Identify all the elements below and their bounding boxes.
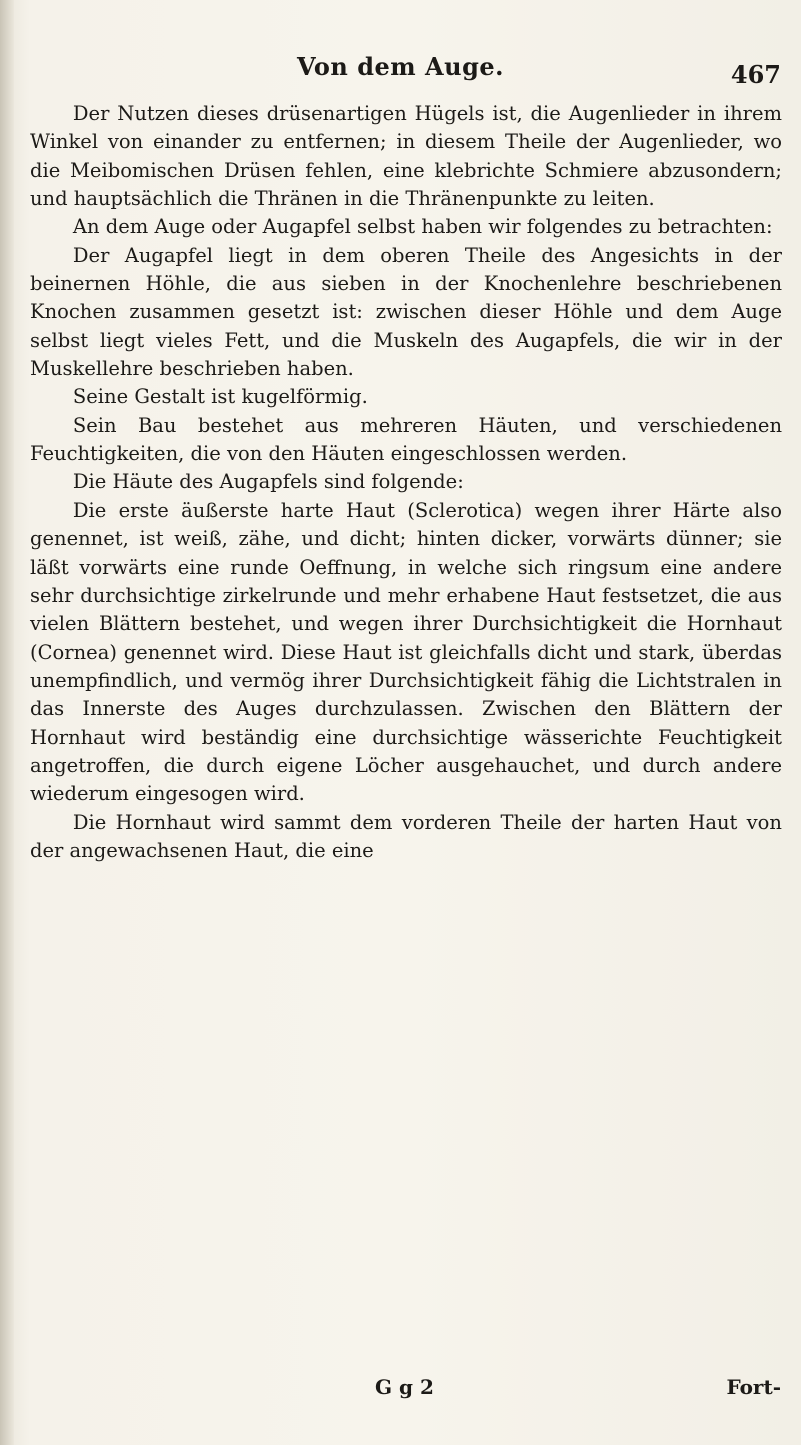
page-number: 467: [730, 60, 781, 89]
catchword: Fort-: [726, 1375, 781, 1399]
page-header: [0, 52, 801, 92]
page-gutter: [0, 0, 14, 1445]
paragraph: Seine Gestalt ist kugelförmig.: [72, 385, 368, 409]
running-head: Von dem Auge.: [296, 52, 504, 81]
paragraph: Die Hornhaut wird sammt dem vorderen Theile der harten Haut von der angewachsenen Haut, die eine: [30, 810, 782, 862]
paragraph: Sein Bau bestehet aus mehreren Häuten, und verschiedenen Feuchtigkeiten, die von den Häuten eingeschlossen werden.: [30, 413, 782, 466]
paragraph: Die erste äußerste harte Haut (Sclerotica) wegen ihrer Härte also genennet, ist weiß, zähe, und dicht; hinten dicker, vorwärts dünner; sie läßt vorwärts eine runde Oeffnung, in welche sich ringsum eine andere sehr durchsichtige zirkelrunde und mehr erhabene Haut festsetzet, die aus vielen Blättern bestehet, und wegen ihrer Durchsichtigkeit die Hornhaut (Cornea) genennet wird. Diese Haut ist gleichfalls dicht und stark, überdas unempfindlich, und vermög ihrer Durchsichtigkeit fähig die Lichtstralen in das Innerste des Auges durchzulassen. Zwischen den Blättern der Hornhaut wird beständig eine durchsichtige wässerichte Feuchtigkeit angetroffen, die durch eigene Löcher ausgehauchet, und durch andere wiederum eingesogen wird.: [30, 498, 782, 806]
paragraph: An dem Auge oder Augapfel selbst haben wir folgendes zu betrachten:: [72, 215, 773, 239]
paragraph: Der Nutzen dieses drüsenartigen Hügels ist, die Augenlieder in ihrem Winkel von einander zu entfernen; in diesem Theile der Augenlieder, wo die Meibomischen Drüsen fehlen, eine klebrichte Schmiere abzusondern; und hauptsächlich die Thränen in die Thränenpunkte zu leiten.: [30, 102, 782, 211]
signature-mark: G g 2: [375, 1375, 434, 1399]
paragraph: Der Augapfel liegt in dem oberen Theile des Angesichts in der beinernen Höhle, die aus sieben in der Knochenlehre beschriebenen Knochen zusammen gesetzt ist: zwischen dieser Höhle und dem Auge selbst liegt vieles Fett, und die Muskeln des Augapfels, die wir in der Muskellehre beschrieben haben.: [30, 243, 782, 381]
body-text: [30, 100, 782, 865]
page-footer: [0, 1375, 801, 1405]
paragraph: Die Häute des Augapfels sind folgende:: [72, 470, 464, 494]
